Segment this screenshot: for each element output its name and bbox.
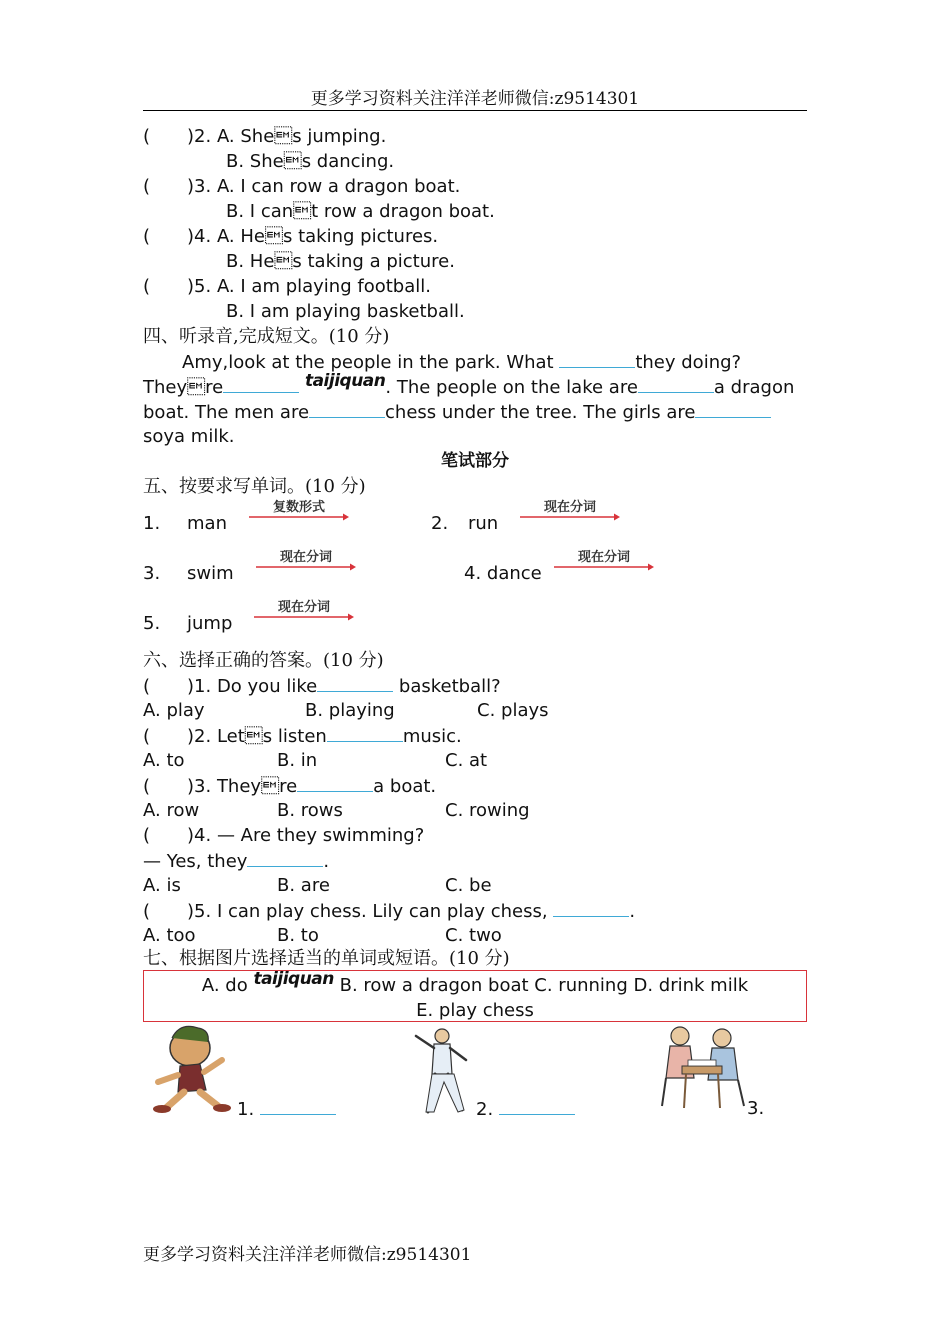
option-b[interactable]: B. in	[277, 750, 318, 771]
option-b[interactable]: B. are	[277, 875, 330, 896]
option-b[interactable]: B. playing	[305, 700, 395, 721]
section-title: 六、选择正确的答案。(10 分)	[143, 650, 384, 671]
word-num: 1.	[143, 513, 161, 534]
answer-bracket[interactable]: (	[143, 276, 151, 297]
taijiquan-man-picture	[408, 1024, 478, 1116]
fill-blank[interactable]	[638, 374, 714, 393]
option-b[interactable]: B. to	[277, 925, 319, 946]
question-row: ( )2. A. Shes jumping.	[143, 126, 387, 147]
word: swim	[187, 563, 234, 584]
question-row: ( )1. Do you like basketball?	[143, 673, 501, 699]
answer-bracket[interactable]: (	[143, 776, 151, 797]
option-line: B. I am playing basketball.	[226, 301, 465, 322]
question-row: — Yes, they .	[143, 848, 329, 874]
question-row: ( )5. I can play chess. Lily can play chess, .	[143, 898, 635, 924]
word-num: 3.	[143, 563, 161, 584]
picture-label-1: 1.	[237, 1096, 336, 1122]
fill-blank[interactable]	[559, 349, 635, 368]
passage-line: Theyre taijiquan. The people on the lake are a dragon	[143, 371, 795, 398]
passage-line: soya milk.	[143, 426, 235, 447]
running-boy-picture	[140, 1020, 240, 1115]
option-a[interactable]: A. too	[143, 925, 196, 946]
word-num: 5.	[143, 613, 161, 634]
answer-bracket[interactable]: (	[143, 901, 151, 922]
passage-line: boat. The men are chess under the tree. The girls are	[143, 399, 771, 425]
written-part-heading: 笔试部分	[441, 451, 509, 471]
fill-blank[interactable]	[309, 399, 385, 418]
answer-bracket[interactable]: (	[143, 726, 151, 747]
red-arrow-icon	[249, 512, 349, 522]
word-bank-line-2: E. play chess	[416, 1000, 534, 1021]
arrow-label[interactable]: 现在分词	[520, 498, 620, 524]
fill-blank[interactable]	[260, 1096, 336, 1115]
page-footer: 更多学习资料关注洋洋老师微信:z9514301	[143, 1245, 472, 1265]
taijiquan-word: taijiquan	[253, 969, 334, 989]
question-row: ( )3. A. I can row a dragon boat.	[143, 176, 461, 197]
word-bank-line-1: A. do taijiquan B. row a dragon boat C. running D. drink milk	[201, 969, 749, 996]
option-b[interactable]: B. rows	[277, 800, 343, 821]
option-line: B. I cant row a dragon boat.	[226, 201, 495, 222]
red-arrow-icon	[256, 562, 356, 572]
answer-bracket[interactable]: (	[143, 176, 151, 197]
option-a[interactable]: A. row	[143, 800, 200, 821]
passage-line: Amy,look at the people in the park. What they doing?	[182, 349, 741, 375]
fill-blank[interactable]	[327, 723, 403, 742]
option-a[interactable]: A. play	[143, 700, 205, 721]
word-num: 2.	[431, 513, 449, 534]
page-header: 更多学习资料关注洋洋老师微信:z9514301	[143, 88, 807, 111]
fill-blank[interactable]	[223, 374, 299, 393]
fill-blank[interactable]	[297, 773, 373, 792]
arrow-label[interactable]: 复数形式	[249, 498, 349, 524]
section-title: 四、听录音,完成短文。(10 分)	[143, 326, 390, 347]
question-row: ( )2. Lets listen music.	[143, 723, 462, 749]
word-num: 4. dance	[464, 563, 542, 584]
word: jump	[187, 613, 233, 634]
fill-blank[interactable]	[553, 898, 629, 917]
answer-bracket[interactable]: (	[143, 676, 151, 697]
word: run	[468, 513, 499, 534]
option-a[interactable]: A. is	[143, 875, 181, 896]
fill-blank[interactable]	[247, 848, 323, 867]
question-row: ( )4. — Are they swimming?	[143, 825, 425, 846]
word: man	[187, 513, 227, 534]
option-c[interactable]: C. plays	[477, 700, 549, 721]
option-c[interactable]: C. at	[445, 750, 488, 771]
option-line: B. Hes taking a picture.	[226, 251, 455, 272]
option-line: B. Shes dancing.	[226, 151, 395, 172]
taijiquan-word: taijiquan	[304, 371, 386, 391]
question-row: ( )5. A. I am playing football.	[143, 276, 431, 297]
arrow-label[interactable]: 现在分词	[256, 548, 356, 574]
arrow-label[interactable]: 现在分词	[554, 548, 654, 574]
question-row: ( )4. A. Hes taking pictures.	[143, 226, 439, 247]
section-title: 七、根据图片选择适当的单词或短语。(10 分)	[143, 948, 510, 969]
answer-bracket[interactable]: (	[143, 126, 151, 147]
fill-blank[interactable]	[499, 1096, 575, 1115]
option-c[interactable]: C. two	[445, 925, 502, 946]
arrow-label[interactable]: 现在分词	[254, 598, 354, 624]
red-arrow-icon	[520, 512, 620, 522]
section-title: 五、按要求写单词。(10 分)	[143, 476, 366, 497]
answer-bracket[interactable]: (	[143, 825, 151, 846]
option-a[interactable]: A. to	[143, 750, 185, 771]
picture-label-3: 3.	[747, 1098, 765, 1119]
option-c[interactable]: C. be	[445, 875, 492, 896]
red-arrow-icon	[254, 612, 354, 622]
answer-bracket[interactable]: (	[143, 226, 151, 247]
picture-label-2: 2.	[476, 1096, 575, 1122]
fill-blank[interactable]	[695, 399, 771, 418]
question-row: ( )3. Theyre a boat.	[143, 773, 436, 799]
fill-blank[interactable]	[317, 673, 393, 692]
red-arrow-icon	[554, 562, 654, 572]
chess-players-picture	[652, 1020, 752, 1112]
option-c[interactable]: C. rowing	[445, 800, 530, 821]
